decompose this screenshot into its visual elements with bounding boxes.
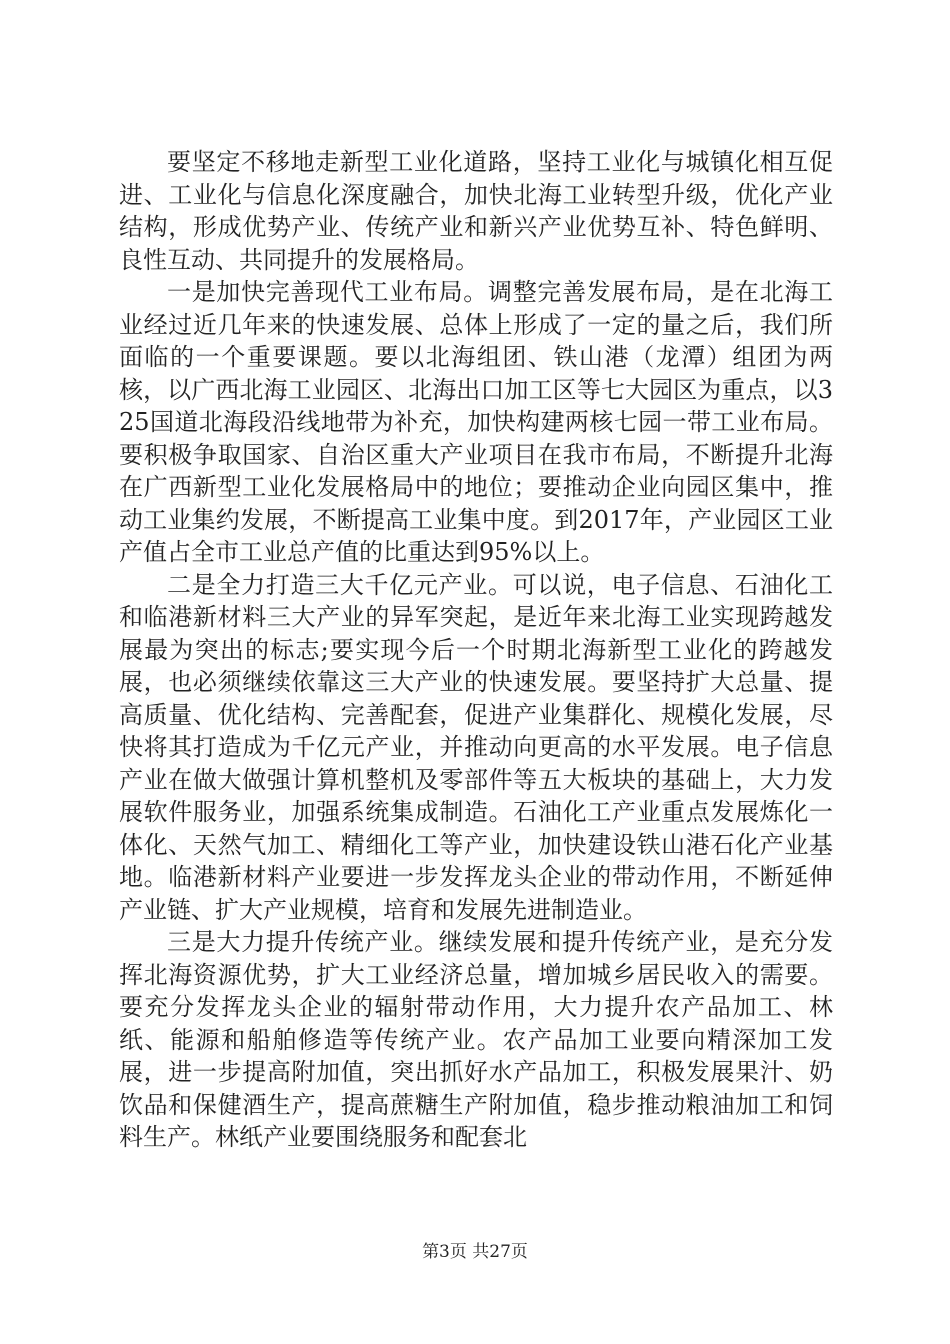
paragraph-three-industries: 二是全力打造三大千亿元产业。可以说，电子信息、石油化工和临港新材料三大产业的异军突起，是近年来北海工业实现跨越发展最为突出的标志;要实现今后一个时期北海新型工业化的跨越发展，也必须继续依靠这三大产业的快速发展。要坚持扩大总量、提高质量、优化结构、完善配套，促进产业集群化、规模化发展，尽快将其打造成为千亿元产业，并推动向更高的水平发展。电子信息产业在做大做强计算机整机及零部件等五大板块的基础上，大力发展软件服务业，加强系统集成制造。石油化工产业重点发展炼化一体化、天然气加工、精细化工等产业，加快建设铁山港石化产业基地。临港新材料产业要进一步发挥龙头企业的带动作用，不断延伸产业链、扩大产业规模，培育和发展先进制造业。 — [119, 570, 833, 924]
page-number-footer: 第3页 共27页 — [422, 1242, 528, 1262]
paragraph-intro: 要坚定不移地走新型工业化道路，坚持工业化与城镇化相互促进、工业化与信息化深度融合，加快北海工业转型升级，优化产业结构，形成优势产业、传统产业和新兴产业优势互补、特色鲜明、良性互动、共同提升的发展格局。 — [119, 148, 833, 274]
paragraph-traditional-industries: 三是大力提升传统产业。继续发展和提升传统产业，是充分发挥北海资源优势，扩大工业经济总量，增加城乡居民收入的需要。要充分发挥龙头企业的辐射带动作用，大力提升农产品加工、林纸、能源和船舶修造等传统产业。农产品加工业要向精深加工发展，进一步提高附加值，突出抓好水产品加工，积极发展果汁、奶饮品和保健酒生产，提高蔗糖生产附加值，稳步推动粮油加工和饲料生产。林纸产业要围绕服务和配套北 — [119, 928, 833, 1151]
paragraph-industrial-layout: 一是加快完善现代工业布局。调整完善发展布局，是在北海工业经过近几年来的快速发展、总体上形成了一定的量之后，我们所面临的一个重要课题。要以北海组团、铁山港（龙潭）组团为两核，以广西北海工业园区、北海出口加工区等七大园区为重点，以325国道北海段沿线地带为补充，加快构建两核七园一带工业布局。要积极争取国家、自治区重大产业项目在我市布局，不断提升北海在广西新型工业化发展格局中的地位；要推动企业向园区集中，推动工业集约发展，不断提高工业集中度。到2017年，产业园区工业产值占全市工业总产值的比重达到95%以上。 — [119, 278, 833, 566]
body-text — [119, 146, 833, 1154]
